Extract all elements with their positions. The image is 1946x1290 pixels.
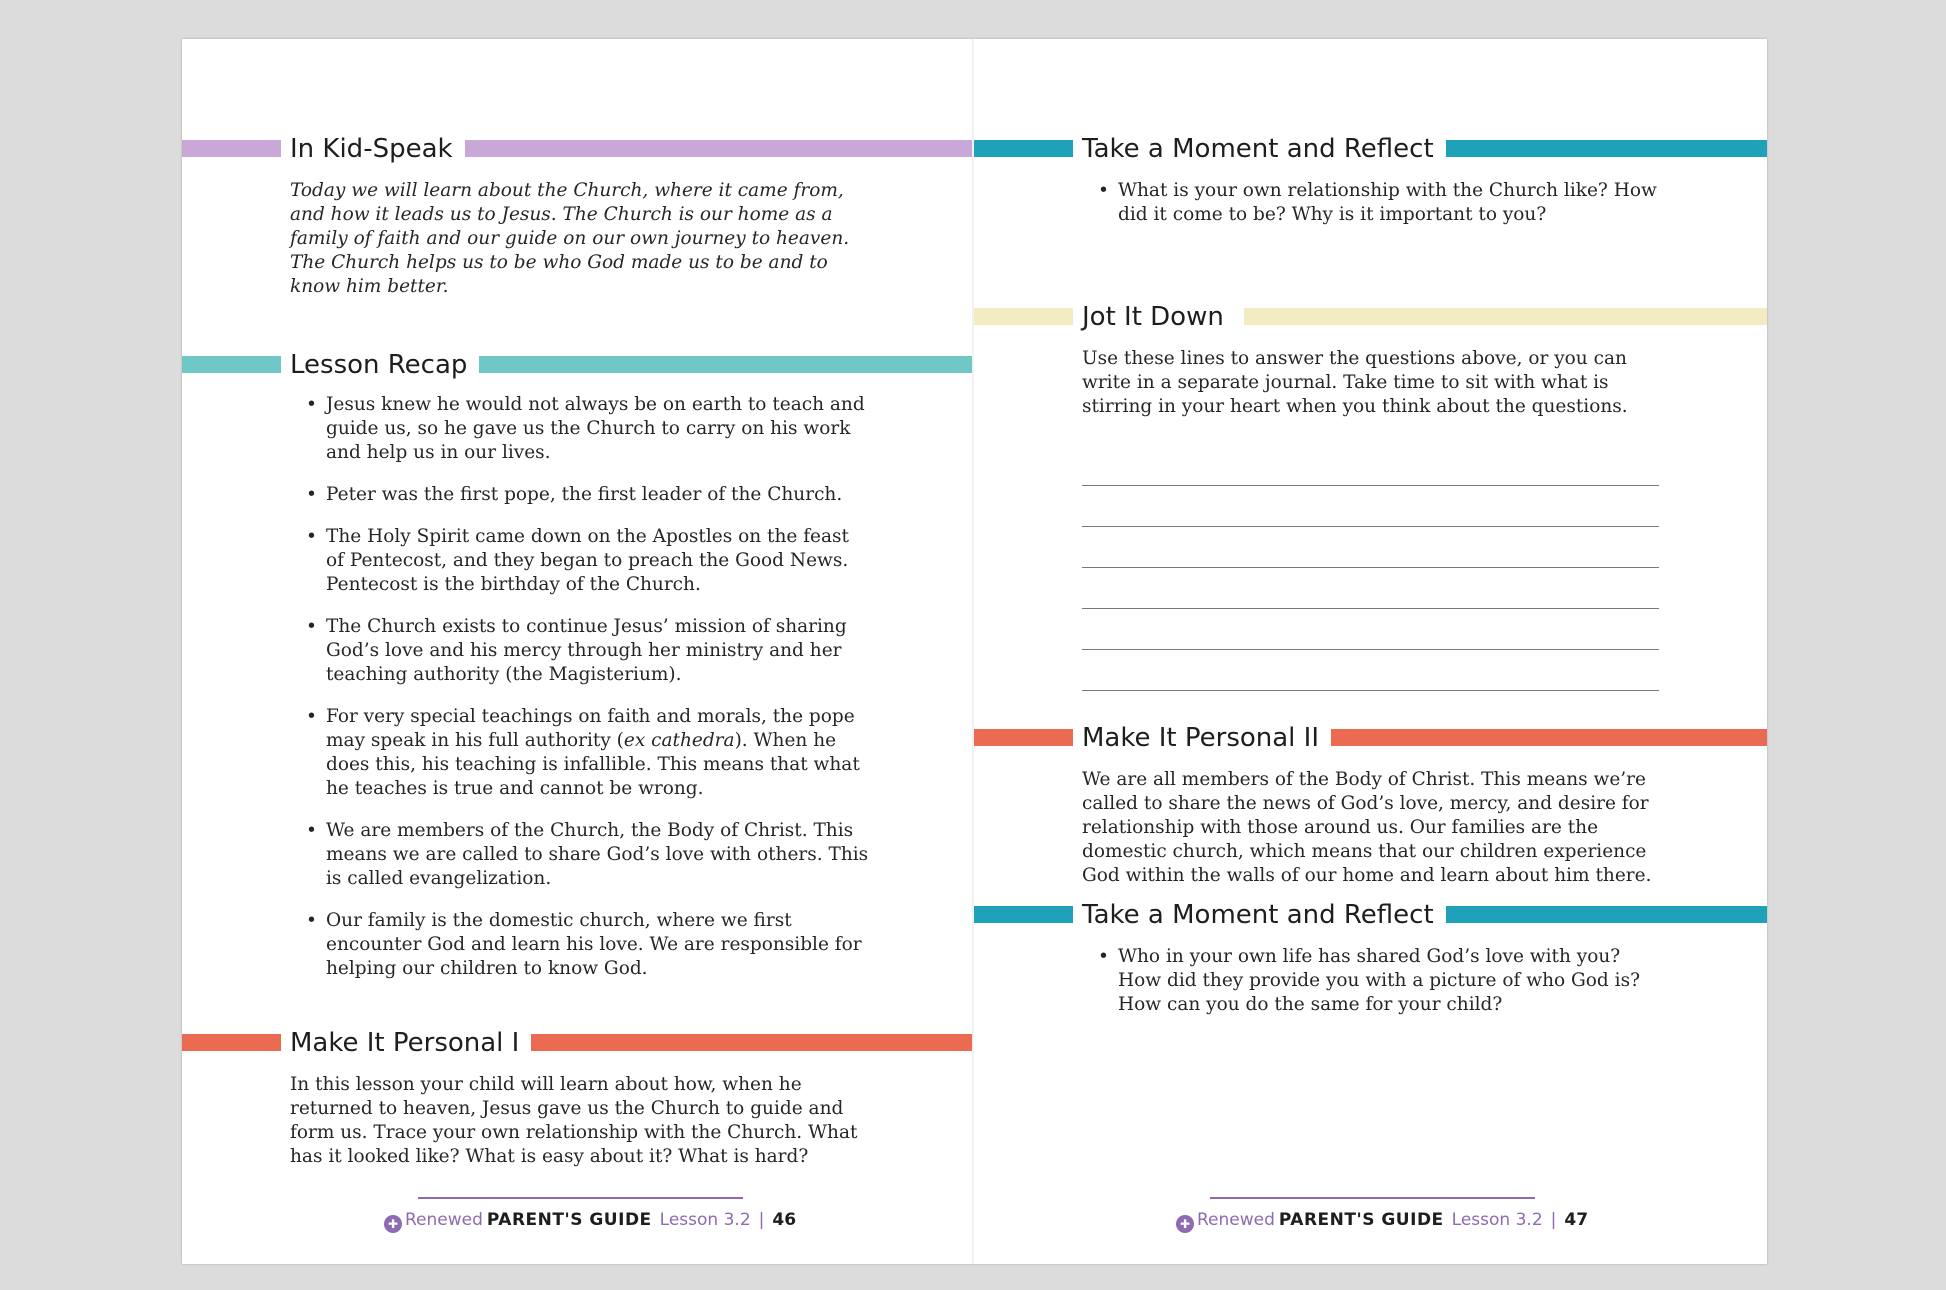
heading-bar: [1312, 729, 1767, 746]
list-item: • What is your own relationship with the Church like? How did it come to be? Why is it important to you?: [1118, 179, 1663, 227]
section-title: In Kid-Speak: [290, 129, 465, 169]
reflect-2-list: [974, 945, 1663, 1017]
heading-bar: [974, 906, 1073, 923]
footer-guide: PARENT'S GUIDE: [1278, 1210, 1444, 1230]
pope-item-end: ). When he does this, his teaching is infallible. This means that what he teaches is true and cannot be wrong.: [326, 730, 860, 799]
list-item: • The Church exists to continue Jesus’ mission of sharing God’s love and his mercy through her ministry and her teaching authority (the Magisterium).: [326, 615, 871, 687]
reflect-2-section: [974, 895, 1767, 1035]
section-title: Make It Personal II: [1082, 718, 1331, 758]
section-title: Take a Moment and Reflect: [1082, 129, 1446, 169]
ex-cathedra-term: ex cathedra: [623, 730, 735, 751]
heading-bar: [182, 356, 281, 373]
lesson-recap-heading: [182, 345, 974, 385]
writing-line[interactable]: [1082, 609, 1659, 650]
footer-lesson: Lesson 3.2: [659, 1210, 751, 1230]
make-it-personal-1-heading: [182, 1023, 974, 1063]
heading-bar: [520, 1034, 974, 1051]
writing-line[interactable]: [1082, 449, 1659, 486]
book-spread: [182, 39, 1767, 1264]
make-it-personal-2-heading: [974, 718, 1767, 758]
lesson-recap-section: [182, 345, 974, 999]
heading-bar: [974, 729, 1073, 746]
reflect-1-section: [974, 129, 1767, 245]
renewed-logo-icon: ✚: [1176, 1215, 1194, 1233]
heading-bar: [1434, 906, 1767, 923]
section-title: Take a Moment and Reflect: [1082, 895, 1446, 935]
writing-lines: [1082, 449, 1659, 691]
footer-rule: [418, 1197, 743, 1199]
recap-list: [182, 393, 871, 981]
kid-speak-text: Today we will learn about the Church, where it came from, and how it leads us to Jesus. The Church is our home as a family of faith and our guide on our own journey to heaven. The Church helps us to be who God made us to be and to know him better.: [290, 180, 850, 297]
footer-brand: Renewed: [405, 1210, 483, 1230]
make-it-personal-2-text: We are all members of the Body of Christ. This means we’re called to share the news of God’s love, mercy, and desire for relationship with those around us. Our families are the domestic church, which means that our children experience God within the walls of our home and learn about him there.: [1082, 769, 1652, 886]
page-number: 46: [772, 1210, 797, 1230]
page-footer: [974, 1197, 1767, 1237]
heading-bar: [974, 140, 1073, 157]
make-it-personal-1-text: In this lesson your child will learn about how, when he returned to heaven, Jesus gave us the Church to guide and form us. Trace your own relationship with the Church. What has it looked like? What is easy about it? What is hard?: [290, 1074, 858, 1167]
writing-line[interactable]: [1082, 486, 1659, 527]
list-item: • We are members of the Church, the Body of Christ. This means we are called to share God’s love with others. This is called evangelization.: [326, 819, 871, 891]
pope-item-start: For very special teachings on faith and morals, the pope may speak in his full authority (: [326, 706, 855, 751]
heading-bar: [182, 140, 281, 157]
section-title: Lesson Recap: [290, 345, 479, 385]
list-item: • Jesus knew he would not always be on earth to teach and guide us, so he gave us the Church to carry on his work and help us in our lives.: [326, 393, 871, 465]
list-item: • The Holy Spirit came down on the Apostles on the feast of Pentecost, and they began to preach the Good News. Pentecost is the birthday of the Church.: [326, 525, 871, 597]
list-item: • Peter was the first pope, the first leader of the Church.: [326, 483, 871, 507]
footer-brand: Renewed: [1197, 1210, 1275, 1230]
writing-line[interactable]: [1082, 568, 1659, 609]
heading-bar: [1244, 308, 1767, 325]
jot-it-down-text: Use these lines to answer the questions above, or you can write in a separate journal. Take time to sit with what is stirring in your heart when you think about the questions.: [1082, 348, 1628, 417]
section-title: Make It Personal I: [290, 1023, 531, 1063]
heading-bar: [1434, 140, 1767, 157]
jot-it-down-section: [974, 297, 1767, 691]
footer-line: [384, 1209, 796, 1233]
footer-separator: |: [1550, 1210, 1557, 1230]
heading-bar: [452, 140, 974, 157]
reflect-2-heading: [974, 895, 1767, 935]
kid-speak-heading: [182, 129, 974, 169]
page-number: 47: [1564, 1210, 1589, 1230]
footer-line: [1176, 1209, 1588, 1233]
writing-line[interactable]: [1082, 527, 1659, 568]
make-it-personal-2-section: [974, 718, 1767, 888]
jot-it-down-heading: [974, 297, 1767, 337]
reflect-1-heading: [974, 129, 1767, 169]
section-title: Jot It Down: [1082, 297, 1236, 337]
footer-guide: PARENT'S GUIDE: [486, 1210, 652, 1230]
heading-bar: [974, 308, 1073, 325]
left-page: [182, 39, 974, 1264]
page-footer: [182, 1197, 974, 1237]
make-it-personal-1-section: [182, 1023, 974, 1169]
list-item: • Who in your own life has shared God’s love with you? How did they provide you with a picture of who God is? How can you do the same for your child?: [1118, 945, 1663, 1017]
footer-lesson: Lesson 3.2: [1451, 1210, 1543, 1230]
footer-separator: |: [758, 1210, 765, 1230]
list-item: [326, 705, 871, 801]
list-item: • Our family is the domestic church, where we first encounter God and learn his love. We are responsible for helping our children to know God.: [326, 909, 871, 981]
renewed-logo-icon: ✚: [384, 1215, 402, 1233]
reflect-1-list: [974, 179, 1663, 227]
heading-bar: [182, 1034, 281, 1051]
right-page: [974, 39, 1767, 1264]
heading-bar: [462, 356, 974, 373]
footer-rule: [1210, 1197, 1535, 1199]
kid-speak-section: [182, 129, 974, 299]
writing-line[interactable]: [1082, 650, 1659, 691]
